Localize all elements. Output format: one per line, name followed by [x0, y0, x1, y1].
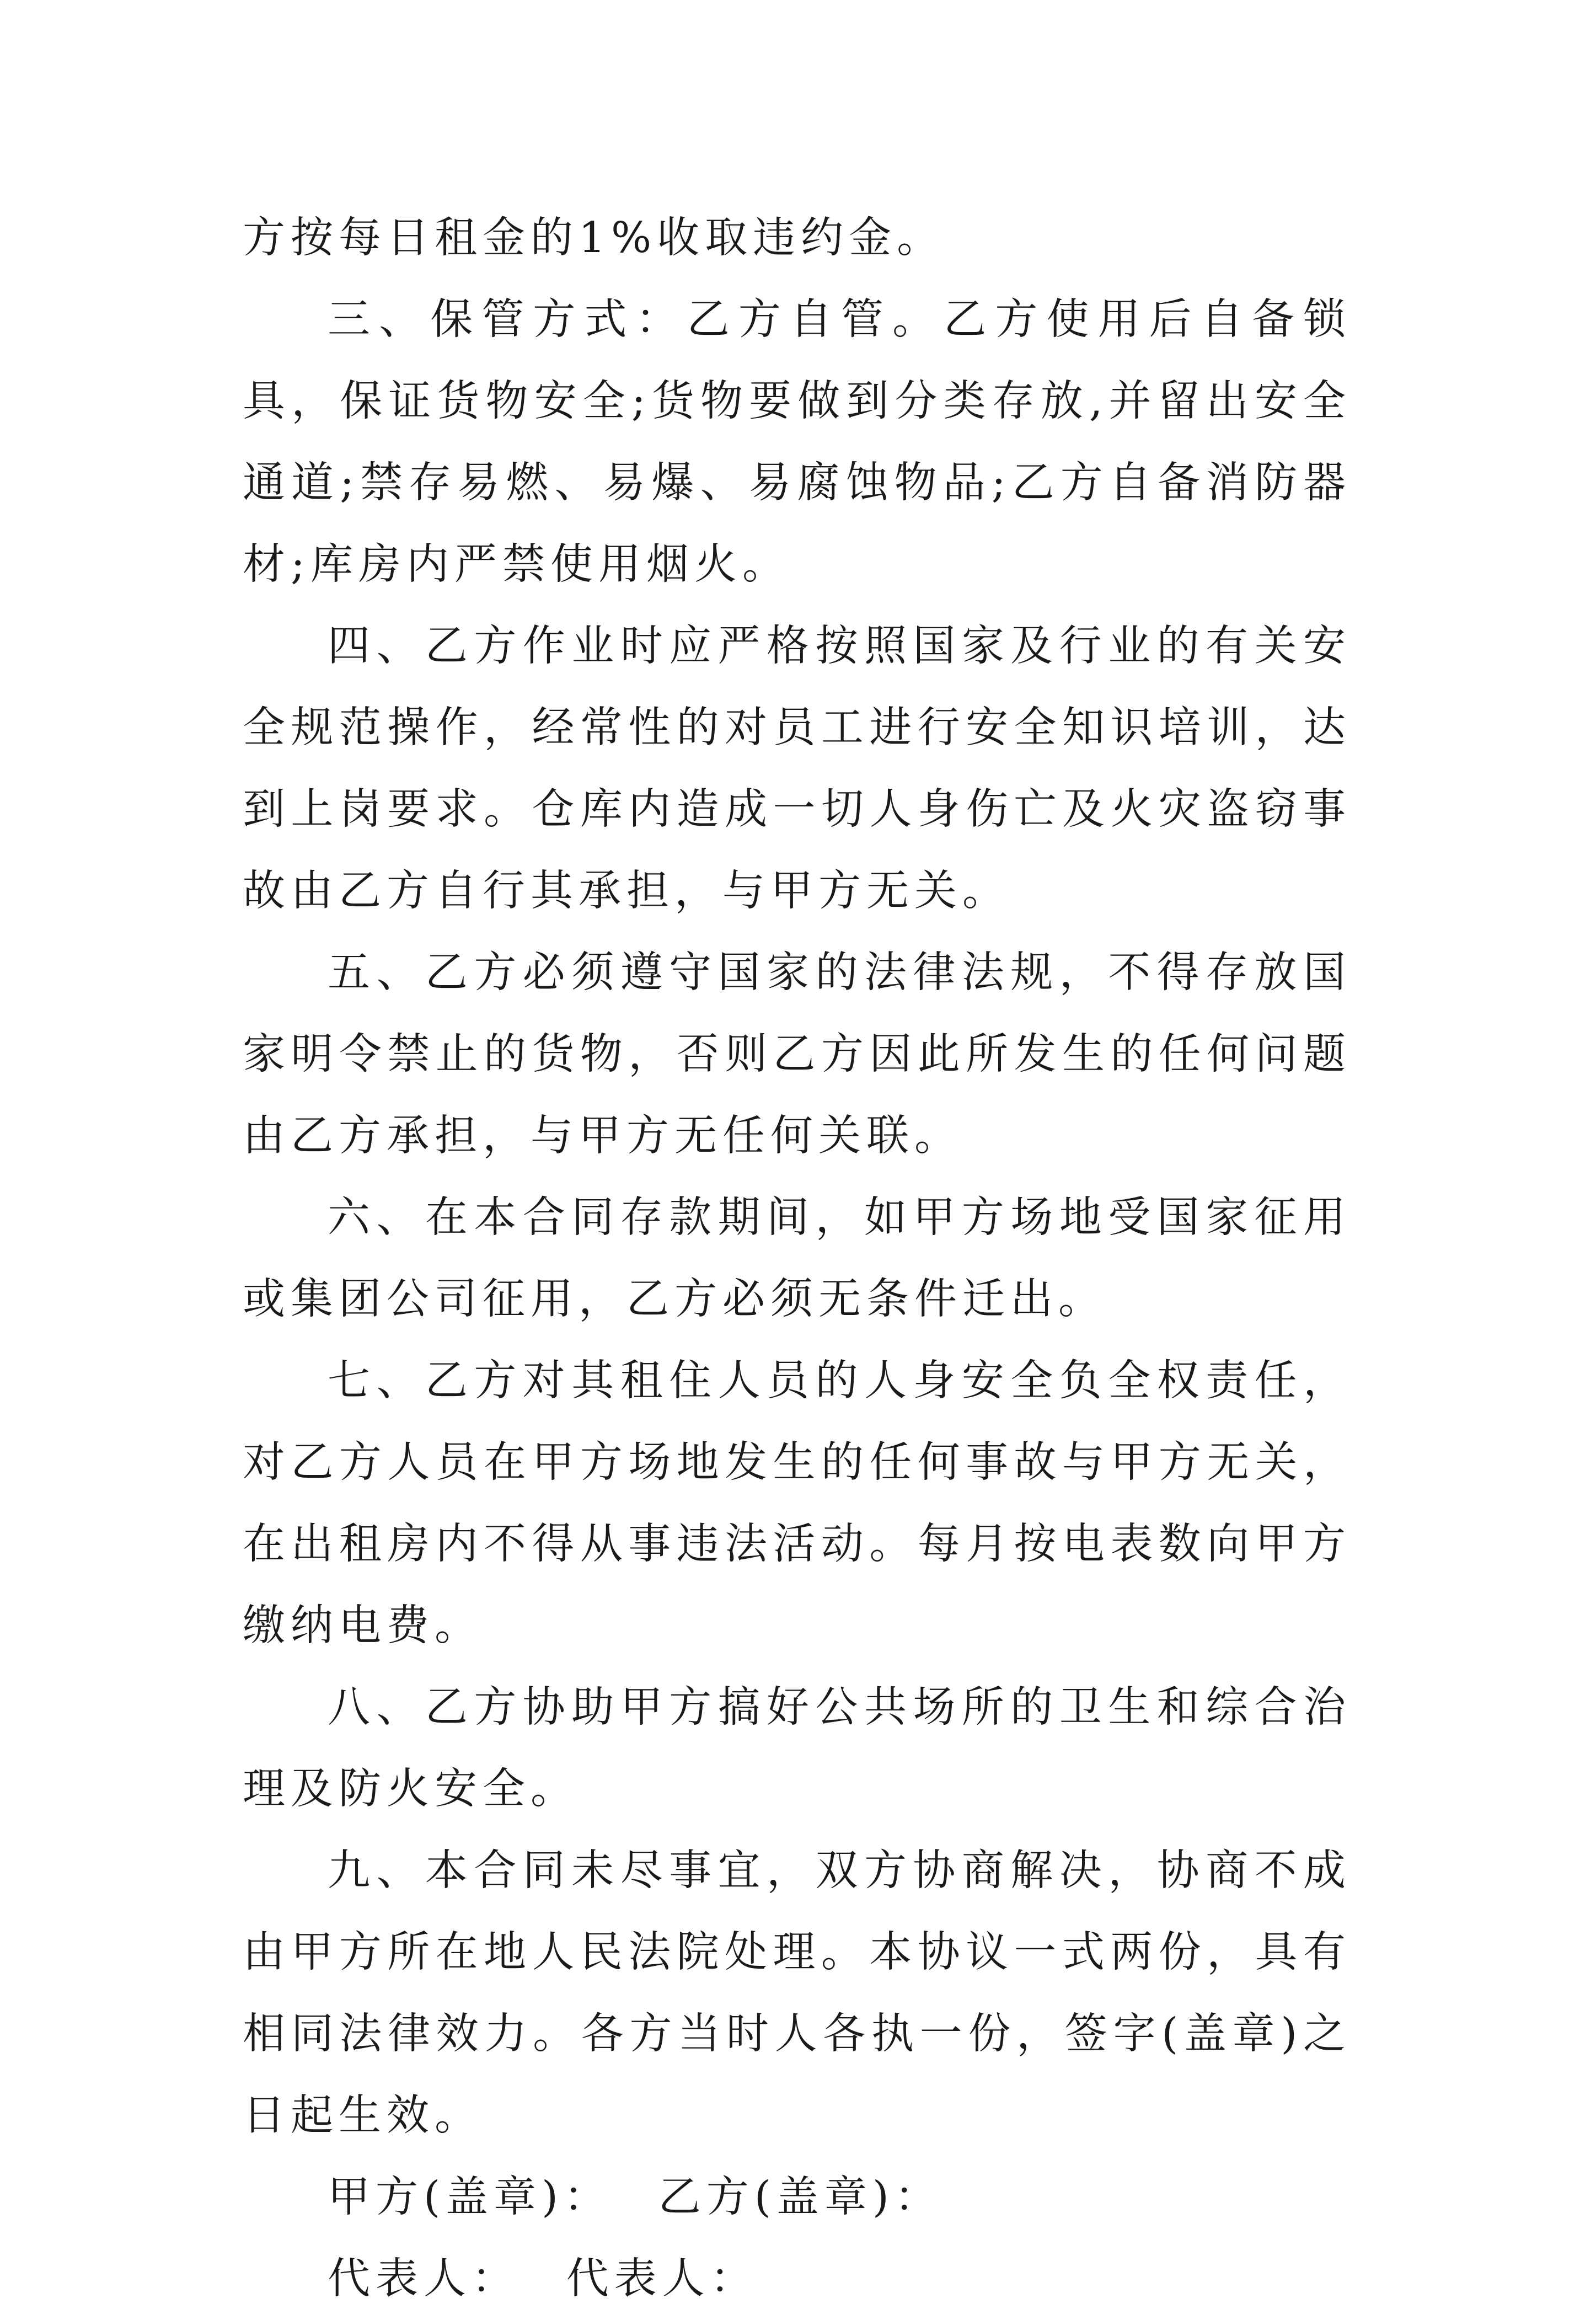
party-a-rep-label: 代表人：	[328, 2254, 519, 2303]
document-body	[243, 197, 1351, 2320]
party-b-rep-label: 代表人：	[566, 2254, 758, 2303]
paragraph-clause-4: 四、乙方作业时应严格按照国家及行业的有关安全规范操作，经常性的对员工进行安全知识培训，达到上岗要求。仓库内造成一切人身伤亡及火灾盗窃事故由乙方自行其承担，与甲方无关。	[243, 622, 1351, 916]
signature-seal-line	[243, 2157, 1351, 2238]
paragraph-clause-5: 五、乙方必须遵守国家的法律法规，不得存放国家明令禁止的货物，否则乙方因此所发生的任何问题由乙方承担，与甲方无任何关联。	[243, 948, 1351, 1161]
paragraph-clause-7: 七、乙方对其租住人员的人身安全负全权责任，对乙方人员在甲方场地发生的任何事故与甲方无关，在出租房内不得从事违法活动。每月按电表数向甲方缴纳电费。	[243, 1356, 1351, 1650]
paragraph-clause-9: 九、本合同未尽事宜，双方协商解决，协商不成由甲方所在地人民法院处理。本协议一式两份，具有相同法律效力。各方当时人各执一份，签字(盖章)之日起生效。	[243, 1846, 1351, 2140]
paragraph-clause-8: 八、乙方协助甲方搞好公共场所的卫生和综合治理及防火安全。	[243, 1683, 1351, 1814]
party-b-seal-label: 乙方(盖章)：	[658, 2173, 942, 2222]
signature-rep-line	[243, 2238, 1351, 2320]
party-a-seal-label: 甲方(盖章)：	[328, 2173, 612, 2222]
paragraph-clause-3: 三、保管方式：乙方自管。乙方使用后自备锁具，保证货物安全;货物要做到分类存放,并留出安全通道;禁存易燃、易爆、易腐蚀物品;乙方自备消防器材;库房内严禁使用烟火。	[243, 295, 1351, 589]
paragraph-clause-6: 六、在本合同存款期间，如甲方场地受国家征用或集团公司征用，乙方必须无条件迁出。	[243, 1193, 1351, 1324]
paragraph-penalty-tail: 方按每日租金的1%收取违约金。	[243, 213, 945, 263]
